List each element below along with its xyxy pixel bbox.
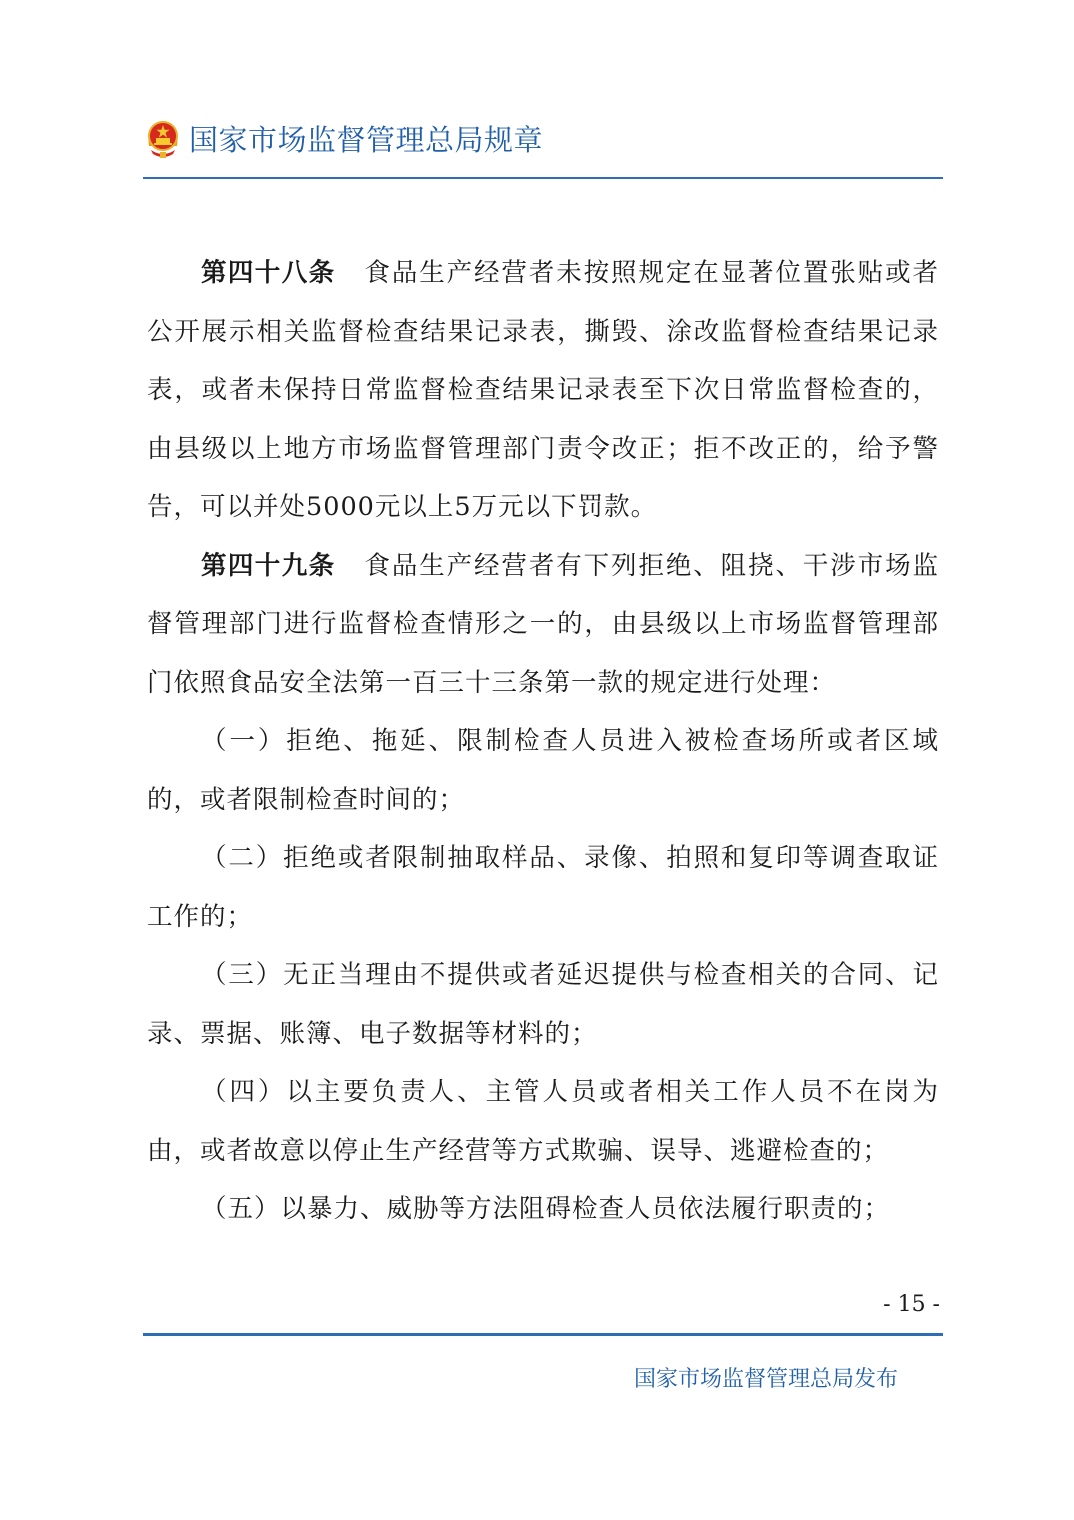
- page-number: - 15 -: [883, 1292, 940, 1317]
- article-number: 第四十八条: [201, 258, 336, 288]
- header-title: 国家市场监督管理总局规章: [189, 122, 544, 157]
- list-item: （二）拒绝或者限制抽取样品、录像、拍照和复印等调查取证工作的；: [147, 843, 939, 932]
- national-emblem-icon: [143, 116, 183, 160]
- article-number: 第四十九条: [201, 550, 336, 581]
- article-text: 食品生产经营者有下列拒绝、阻挠、干涉市场监督管理部门进行监督检查情形之一的，由县级以上市场监督管理部门依照食品安全法第一百三十三条第一款的规定进行处理：: [147, 550, 939, 698]
- footer-publisher: 国家市场监督管理总局发布: [633, 1367, 898, 1392]
- header-divider: [143, 177, 943, 179]
- page-header: [143, 112, 943, 164]
- article-paragraph: [147, 244, 939, 537]
- article-text: 食品生产经营者未按照规定在显著位置张贴或者公开展示相关监督检查结果记录表，撕毁、涂改监督检查结果记录表，或者未保持日常监督检查结果记录表至下次日常监督检查的，由县级以上地方市场监督管理部门责令改正；拒不改正的，给予警告，可以并处5000元以上5万元以下罚款。: [147, 258, 939, 522]
- document-body: [147, 244, 939, 1239]
- list-item: （一）拒绝、拖延、限制检查人员进入被检查场所或者区域的，或者限制检查时间的；: [147, 726, 939, 815]
- footer-divider: [143, 1333, 943, 1336]
- list-item: （四）以主要负责人、主管人员或者相关工作人员不在岗为由，或者故意以停止生产经营等方式欺骗、误导、逃避检查的；: [147, 1077, 939, 1166]
- article-paragraph: [147, 537, 939, 713]
- list-item: （五）以暴力、威胁等方法阻碍检查人员依法履行职责的；: [201, 1194, 891, 1224]
- list-item: （三）无正当理由不提供或者延迟提供与检查相关的合同、记录、票据、账簿、电子数据等材料的；: [147, 960, 939, 1049]
